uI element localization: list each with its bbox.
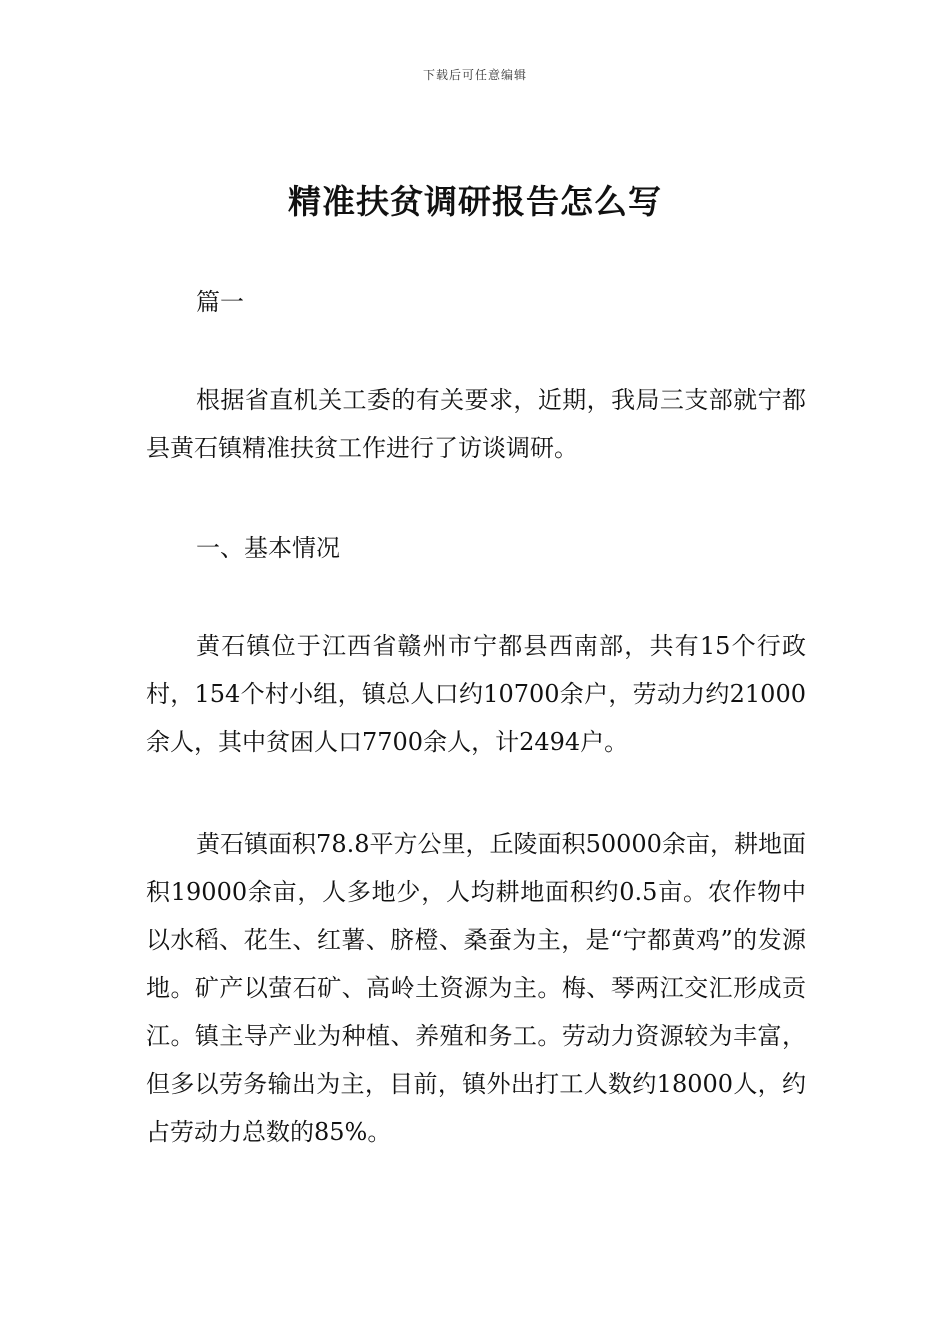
section-heading-basic-situation: 一、基本情况 [196,534,340,562]
section-label: 篇一 [196,288,244,316]
paragraph-area-industry: 黄石镇面积78.8平方公里，丘陵面积50000余亩，耕地面积19000余亩，人多地少，人均耕地面积约0.5亩。农作物中以水稻、花生、红薯、脐橙、桑蚕为主，是“宁都黄鸡”的发源地。矿产以萤石矿、高岭土资源为主。梅、琴两江交汇形成贡江。镇主导产业为种植、养殖和务工。劳动力资源较为丰富，但多以劳务输出为主，目前，镇外出打工人数约18000人，约占劳动力总数的85%。 [146,830,806,1146]
paragraph-intro: 根据省直机关工委的有关要求，近期，我局三支部就宁都县黄石镇精准扶贫工作进行了访谈调研。 [146,386,806,462]
header-note: 下载后可任意编辑 [422,68,527,82]
paragraph-location-population: 黄石镇位于江西省赣州市宁都县西南部，共有15个行政村，154个村小组，镇总人口约10700余户，劳动力约21000余人，其中贫困人口7700余人，计2494户。 [146,632,806,756]
document-title: 精准扶贫调研报告怎么写 [288,182,662,221]
